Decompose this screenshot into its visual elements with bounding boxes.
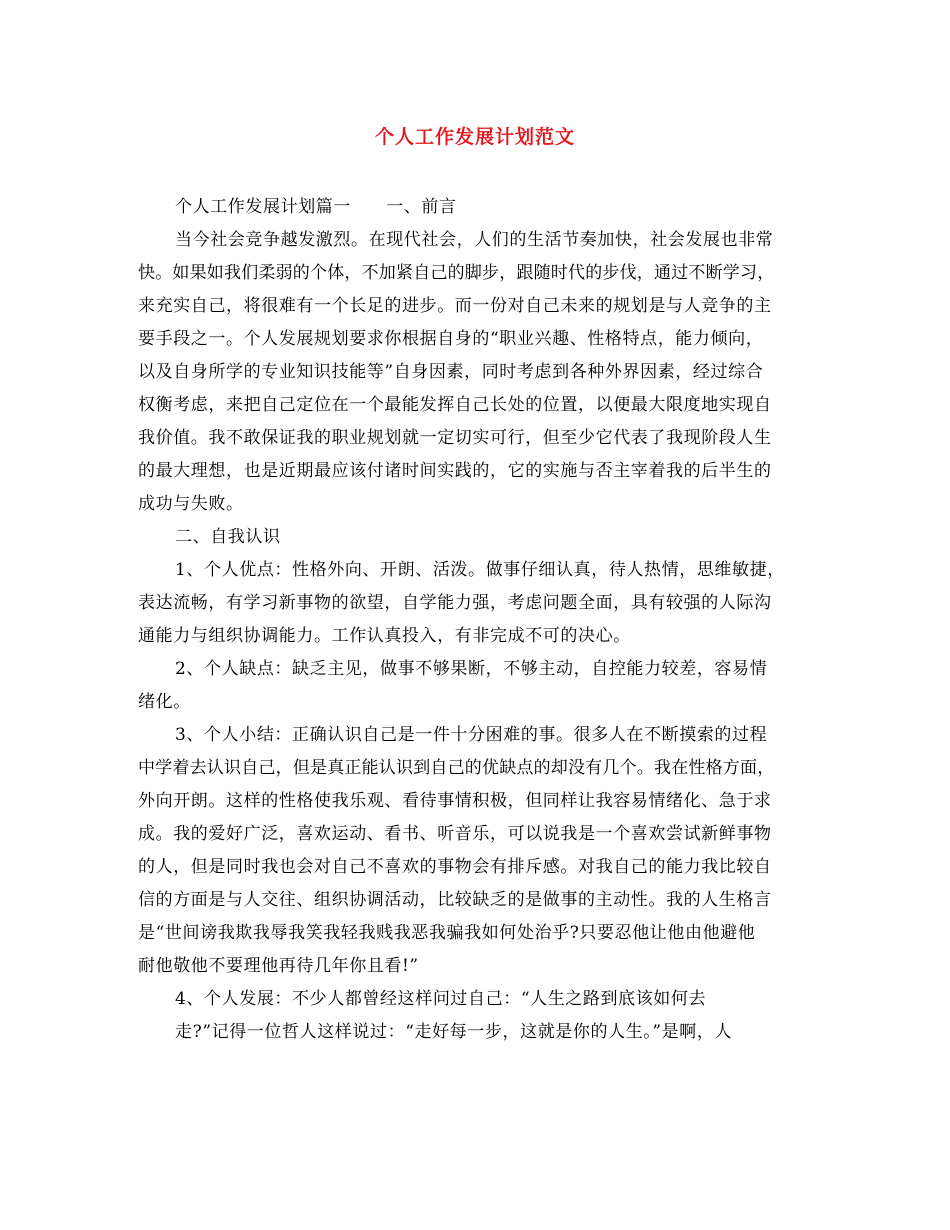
paragraph-line: 3、个人小结：正确认识自己是一件十分困难的事。很多人在不断摸索的过程 [175, 725, 768, 745]
paragraph-line: 中学着去认识自己，但是真正能认识到自己的优缺点的却没有几个。我在性格方面， [138, 758, 775, 778]
paragraph-line: 成功与失败。 [138, 494, 244, 514]
paragraph-line: 表达流畅，有学习新事物的欲望，自学能力强，考虑问题全面，具有较强的人际沟 [138, 593, 772, 613]
paragraph-line: 绪化。 [138, 692, 191, 712]
paragraph-line: 的最大理想，也是近期最应该付诸时间实践的，它的实施与否主宰着我的后半生的 [138, 461, 772, 481]
paragraph-line: 成。我的爱好广泛，喜欢运动、看书、听音乐，可以说我是一个喜欢尝试新鲜事物 [138, 824, 772, 844]
paragraph-line: 来充实自己，将很难有一个长足的进步。而一份对自己未来的规划是与人竞争的主 [138, 296, 772, 316]
paragraph-line: 当今社会竞争越发激烈。在现代社会，人们的生活节奏加快，社会发展也非常 [175, 230, 774, 250]
section-heading-line: 个人工作发展计划篇一 一、前言 [175, 197, 457, 217]
paragraph-line: 以及自身所学的专业知识技能等”自身因素，同时考虑到各种外界因素，经过综合 [138, 362, 764, 382]
paragraph-line: 4、个人发展：不少人都曾经这样问过自己：“人生之路到底该如何去 [175, 989, 707, 1009]
section-heading-line: 二、自我认识 [175, 527, 281, 547]
paragraph-line: 的人，但是同时我也会对自己不喜欢的事物会有排斥感。对我自己的能力我比较自 [138, 857, 772, 877]
paragraph-line: 1、个人优点：性格外向、开朗、活泼。做事仔细认真，待人热情，思维敏捷， [175, 560, 785, 580]
paragraph-line: 走?”记得一位哲人这样说过：“走好每一步，这就是你的人生。”是啊，人 [175, 1022, 733, 1042]
paragraph-line: 是“世间谤我欺我辱我笑我轻我贱我恶我骗我如何处治乎?只要忍他让他由他避他 [138, 923, 756, 943]
paragraph-line: 权衡考虑，来把自己定位在一个最能发挥自己长处的位置，以便最大限度地实现自 [138, 395, 772, 415]
document-title: 个人工作发展计划范文 [374, 126, 575, 148]
document-body [138, 191, 814, 1049]
paragraph-line: 耐他敬他不要理他再待几年你且看!” [138, 956, 419, 976]
paragraph-line: 通能力与组织协调能力。工作认真投入，有非完成不可的决心。 [138, 626, 631, 646]
paragraph-line: 信的方面是与人交往、组织协调活动，比较缺乏的是做事的主动性。我的人生格言 [138, 890, 772, 910]
paragraph-line: 我价值。我不敢保证我的职业规划就一定切实可行，但至少它代表了我现阶段人生 [138, 428, 772, 448]
paragraph-line: 2、个人缺点：缺乏主见，做事不够果断，不够主动，自控能力较差，容易情 [175, 659, 768, 679]
paragraph-line: 要手段之一。个人发展规划要求你根据自身的“职业兴趣、性格特点，能力倾向， [138, 329, 764, 349]
paragraph-line: 快。如果如我们柔弱的个体，不加紧自己的脚步，跟随时代的步伐，通过不断学习， [138, 263, 775, 283]
paragraph-line: 外向开朗。这样的性格使我乐观、看待事情积极，但同样让我容易情绪化、急于求 [138, 791, 772, 811]
